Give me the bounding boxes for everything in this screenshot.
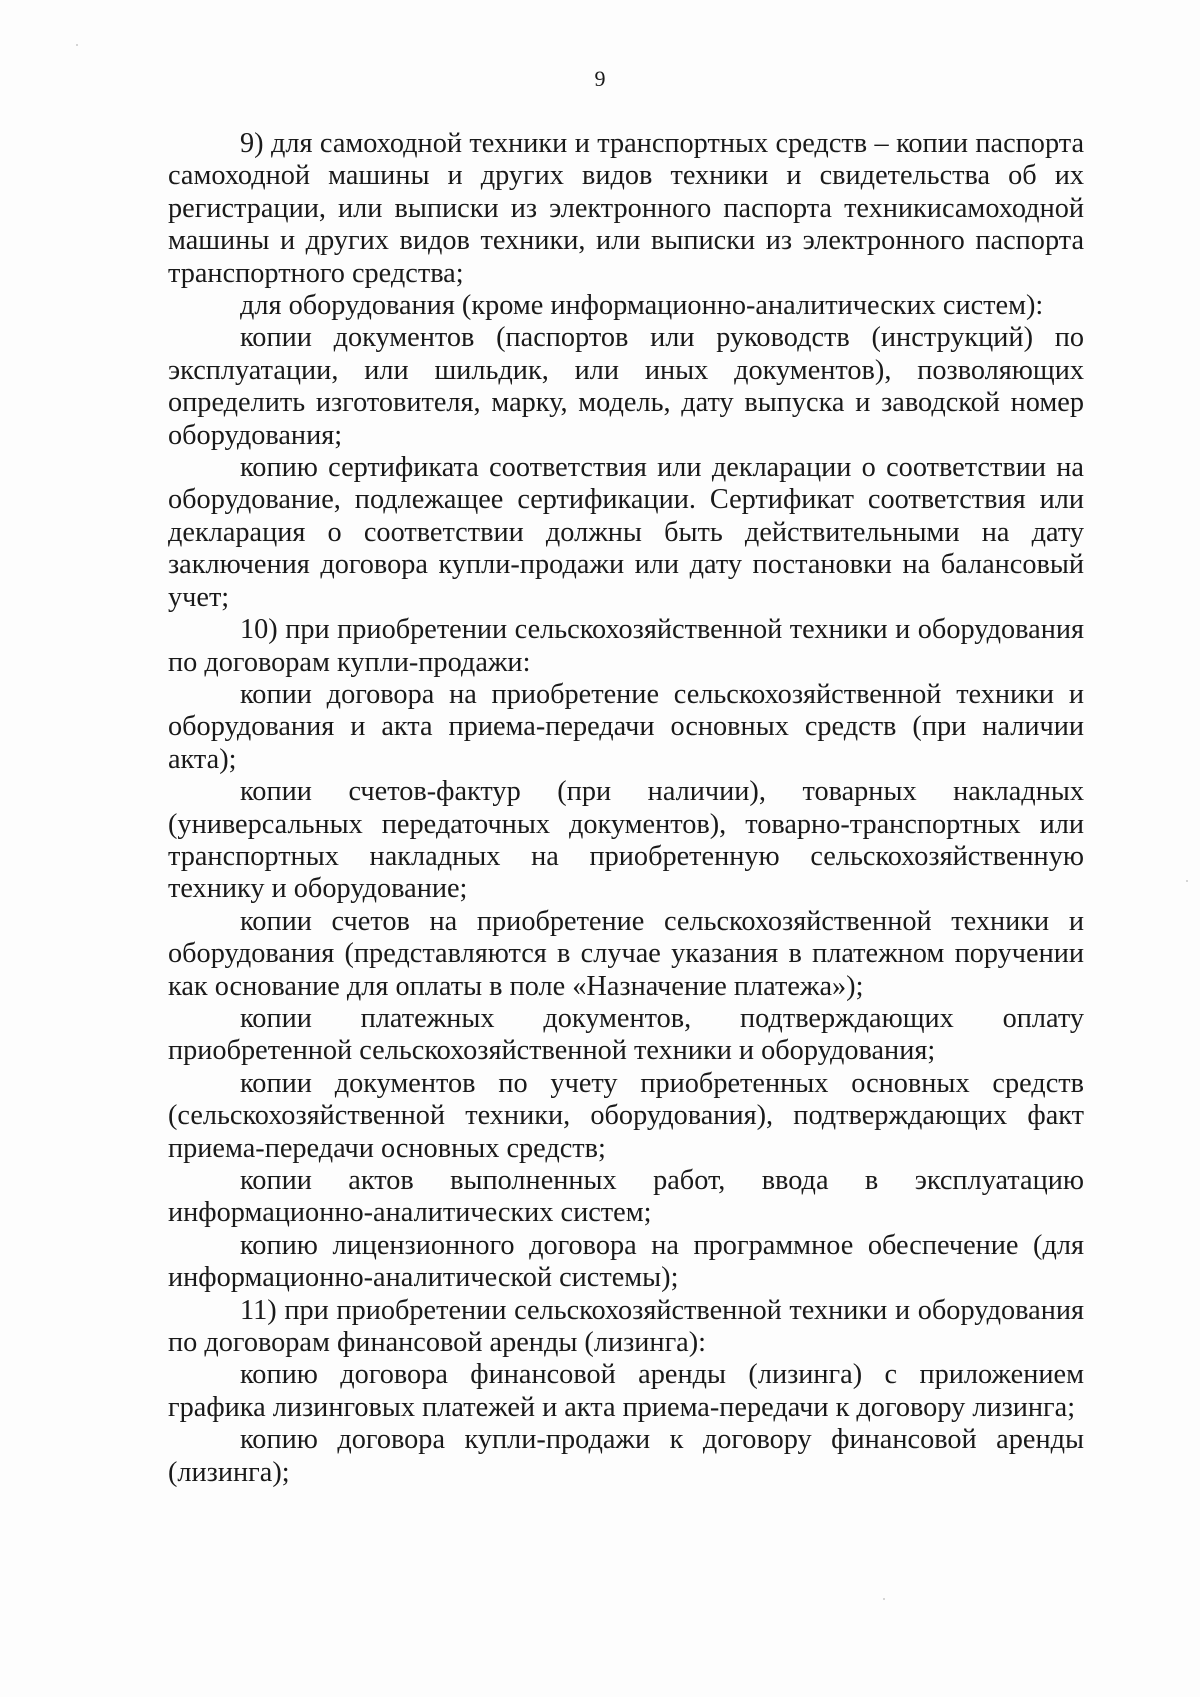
paragraph-payment-documents: копии платежных документов, подтверждающих оплату приобретенной сельскохозяйственной техники и оборудования; xyxy=(168,1002,1084,1067)
paragraph-item-9: 9) для самоходной техники и транспортных средств – копии паспорта самоходной машины и других видов техники и свидетельства об их регистрации, или выписки из электронного паспорта техникисамоходной машины и других видов техники, или выписки из электронного паспорта транспортного средства; xyxy=(168,128,1084,289)
paragraph-purchase-contract: копии договора на приобретение сельскохозяйственной техники и оборудования и акта приема-передачи основных средств (при наличии акта); xyxy=(168,678,1084,775)
paragraph-sale-contract: копию договора купли-продажи к договору финансовой аренды (лизинга); xyxy=(168,1424,1084,1488)
paragraph-item-11: 11) при приобретении сельскохозяйственной техники и оборудования по договорам финансовой аренды (лизинга): xyxy=(168,1294,1084,1359)
document-body xyxy=(168,128,1084,1489)
page-number: 9 xyxy=(594,66,606,91)
paragraph-equipment-documents: копии документов (паспортов или руководств (инструкций) по эксплуатации, или шильдик, или иных документов), позволяющих определить изготовителя, марку, модель, дату выпуска и заводской номер оборудования; xyxy=(168,322,1084,451)
paragraph-fixed-assets: копии документов по учету приобретенных основных средств (сельскохозяйственной техники, оборудования), подтверждающих факт приема-передачи основных средств; xyxy=(168,1067,1084,1164)
scan-speck xyxy=(883,1598,885,1600)
scan-speck xyxy=(76,44,78,46)
paragraph-certificate: копию сертификата соответствия или декларации о соответствии на оборудование, подлежащее сертификации. Сертификат соответствия или декларация о соответствии должны быть действительными на дату заключения договора купли-продажи или дату постановки на балансовый учет; xyxy=(168,452,1084,613)
paragraph-item-10: 10) при приобретении сельскохозяйственной техники и оборудования по договорам купли-продажи: xyxy=(168,614,1084,678)
scan-speck xyxy=(1186,880,1188,882)
paragraph-leasing-contract: копию договора финансовой аренды (лизинга) с приложением графика лизинговых платежей и акта приема-передачи к договору лизинга; xyxy=(168,1359,1084,1423)
paragraph-bills: копии счетов на приобретение сельскохозяйственной техники и оборудования (представляются в случае указания в платежном поручении как основание для оплаты в поле «Назначение платежа»); xyxy=(168,905,1084,1002)
paragraph-acts: копии актов выполненных работ, ввода в эксплуатацию информационно-аналитических систем; xyxy=(168,1165,1084,1229)
paragraph-invoices: копии счетов-фактур (при наличии), товарных накладных (универсальных передаточных документов), товарно-транспортных или транспортных накладных на приобретенную сельскохозяйственную технику и оборудование; xyxy=(168,776,1084,905)
paragraph-license: копию лицензионного договора на программное обеспечение (для информационно-аналитической системы); xyxy=(168,1229,1084,1294)
paragraph-equipment-intro: для оборудования (кроме информационно-аналитических систем): xyxy=(240,290,1044,322)
